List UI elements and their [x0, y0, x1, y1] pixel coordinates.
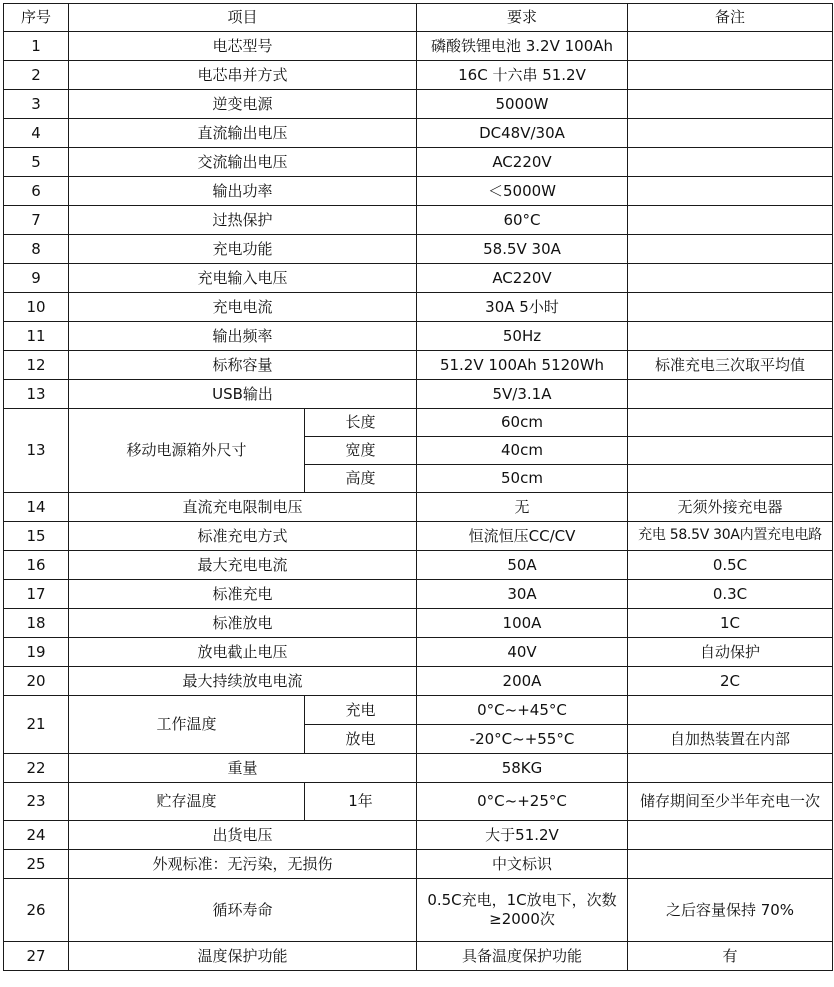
seq-cell: 1	[4, 32, 69, 61]
seq-cell: 11	[4, 322, 69, 351]
seq-cell: 2	[4, 61, 69, 90]
note-cell	[628, 409, 833, 437]
requirement-cell: 0°C~+45°C	[417, 696, 628, 725]
item-cell: 充电电流	[69, 293, 417, 322]
requirement-cell: 60°C	[417, 206, 628, 235]
table-row	[4, 322, 833, 351]
table-row	[4, 293, 833, 322]
item-cell: 移动电源箱外尺寸	[69, 409, 305, 493]
requirement-cell: 16C 十六串 51.2V	[417, 61, 628, 90]
item-cell: 过热保护	[69, 206, 417, 235]
table-row	[4, 942, 833, 971]
item-cell: 工作温度	[69, 696, 305, 754]
requirement-cell: ＜5000W	[417, 177, 628, 206]
table-row	[4, 351, 833, 380]
note-cell	[628, 322, 833, 351]
requirement-cell: 30A	[417, 580, 628, 609]
note-cell: 1C	[628, 609, 833, 638]
seq-cell: 8	[4, 235, 69, 264]
table-row	[4, 61, 833, 90]
requirement-cell: 50cm	[417, 465, 628, 493]
sub-item-cell: 1年	[305, 783, 417, 821]
table-row	[4, 754, 833, 783]
seq-cell: 7	[4, 206, 69, 235]
table-row	[4, 409, 833, 437]
seq-cell: 26	[4, 879, 69, 942]
note-cell: 0.3C	[628, 580, 833, 609]
item-cell: 直流充电限制电压	[69, 493, 417, 522]
table-row	[4, 119, 833, 148]
sub-item-cell: 放电	[305, 725, 417, 754]
item-cell: 标准充电方式	[69, 522, 417, 551]
seq-cell: 20	[4, 667, 69, 696]
requirement-cell: 58.5V 30A	[417, 235, 628, 264]
requirement-cell: 中文标识	[417, 850, 628, 879]
note-cell	[628, 850, 833, 879]
requirement-cell: 200A	[417, 667, 628, 696]
sub-item-cell: 宽度	[305, 437, 417, 465]
note-cell: 储存期间至少半年充电一次	[628, 783, 833, 821]
seq-cell: 13	[4, 409, 69, 493]
note-cell	[628, 235, 833, 264]
requirement-cell: 51.2V 100Ah 5120Wh	[417, 351, 628, 380]
table-header-row	[4, 4, 833, 32]
requirement-cell: 50A	[417, 551, 628, 580]
header-item: 项目	[69, 4, 417, 32]
note-cell	[628, 90, 833, 119]
item-cell: 输出频率	[69, 322, 417, 351]
requirement-cell: 40V	[417, 638, 628, 667]
sub-item-cell: 长度	[305, 409, 417, 437]
requirement-cell: 恒流恒压CC/CV	[417, 522, 628, 551]
requirement-cell: 5V/3.1A	[417, 380, 628, 409]
table-row	[4, 177, 833, 206]
item-cell: 充电功能	[69, 235, 417, 264]
item-cell: 贮存温度	[69, 783, 305, 821]
table-row	[4, 696, 833, 725]
table-row	[4, 821, 833, 850]
note-cell	[628, 465, 833, 493]
sub-item-cell: 高度	[305, 465, 417, 493]
header-req: 要求	[417, 4, 628, 32]
table-row	[4, 32, 833, 61]
requirement-cell: 30A 5小时	[417, 293, 628, 322]
table-row	[4, 783, 833, 821]
seq-cell: 5	[4, 148, 69, 177]
table-row	[4, 879, 833, 942]
table-row	[4, 380, 833, 409]
table-row	[4, 667, 833, 696]
table-row	[4, 609, 833, 638]
item-cell: 标准放电	[69, 609, 417, 638]
table-row	[4, 493, 833, 522]
seq-cell: 9	[4, 264, 69, 293]
note-cell	[628, 119, 833, 148]
requirement-cell: 具备温度保护功能	[417, 942, 628, 971]
note-cell	[628, 696, 833, 725]
item-cell: 标称容量	[69, 351, 417, 380]
item-cell: 直流输出电压	[69, 119, 417, 148]
requirement-cell: 60cm	[417, 409, 628, 437]
item-cell: 外观标准：无污染，无损伤	[69, 850, 417, 879]
requirement-cell: 40cm	[417, 437, 628, 465]
seq-cell: 16	[4, 551, 69, 580]
item-cell: 最大持续放电电流	[69, 667, 417, 696]
note-cell: 标准充电三次取平均值	[628, 351, 833, 380]
requirement-cell: 大于51.2V	[417, 821, 628, 850]
requirement-cell: AC220V	[417, 264, 628, 293]
requirement-cell: 0.5C充电，1C放电下，次数≥2000次	[417, 879, 628, 942]
seq-cell: 10	[4, 293, 69, 322]
requirement-cell: DC48V/30A	[417, 119, 628, 148]
item-cell: 输出功率	[69, 177, 417, 206]
seq-cell: 25	[4, 850, 69, 879]
table-row	[4, 522, 833, 551]
note-cell	[628, 32, 833, 61]
requirement-cell: 50Hz	[417, 322, 628, 351]
item-cell: 电芯型号	[69, 32, 417, 61]
item-cell: 交流输出电压	[69, 148, 417, 177]
note-cell	[628, 380, 833, 409]
item-cell: 电芯串并方式	[69, 61, 417, 90]
note-cell: 之后容量保持 70%	[628, 879, 833, 942]
seq-cell: 27	[4, 942, 69, 971]
requirement-cell: 0°C~+25°C	[417, 783, 628, 821]
item-cell: 充电输入电压	[69, 264, 417, 293]
item-cell: 标准充电	[69, 580, 417, 609]
table-row	[4, 148, 833, 177]
note-cell: 2C	[628, 667, 833, 696]
seq-cell: 13	[4, 380, 69, 409]
table-row	[4, 850, 833, 879]
item-cell: 放电截止电压	[69, 638, 417, 667]
table-row	[4, 235, 833, 264]
note-cell: 自动保护	[628, 638, 833, 667]
item-cell: 重量	[69, 754, 417, 783]
item-cell: 循环寿命	[69, 879, 417, 942]
seq-cell: 17	[4, 580, 69, 609]
requirement-cell: 58KG	[417, 754, 628, 783]
table-row	[4, 580, 833, 609]
seq-cell: 12	[4, 351, 69, 380]
note-cell	[628, 148, 833, 177]
note-cell	[628, 206, 833, 235]
requirement-cell: 5000W	[417, 90, 628, 119]
requirement-cell: 100A	[417, 609, 628, 638]
item-cell: 逆变电源	[69, 90, 417, 119]
table-row	[4, 551, 833, 580]
spec-table	[3, 3, 833, 971]
seq-cell: 15	[4, 522, 69, 551]
seq-cell: 22	[4, 754, 69, 783]
header-note: 备注	[628, 4, 833, 32]
requirement-cell: -20°C~+55°C	[417, 725, 628, 754]
seq-cell: 4	[4, 119, 69, 148]
seq-cell: 19	[4, 638, 69, 667]
note-cell	[628, 264, 833, 293]
table-row	[4, 264, 833, 293]
table-row	[4, 90, 833, 119]
seq-cell: 18	[4, 609, 69, 638]
item-cell: 温度保护功能	[69, 942, 417, 971]
note-cell	[628, 177, 833, 206]
requirement-cell: 磷酸铁锂电池 3.2V 100Ah	[417, 32, 628, 61]
item-cell: 最大充电电流	[69, 551, 417, 580]
note-cell	[628, 821, 833, 850]
note-cell: 0.5C	[628, 551, 833, 580]
sub-item-cell: 充电	[305, 696, 417, 725]
note-cell: 有	[628, 942, 833, 971]
header-seq: 序号	[4, 4, 69, 32]
seq-cell: 21	[4, 696, 69, 754]
seq-cell: 14	[4, 493, 69, 522]
seq-cell: 6	[4, 177, 69, 206]
note-cell	[628, 754, 833, 783]
table-row	[4, 206, 833, 235]
note-cell: 自加热装置在内部	[628, 725, 833, 754]
requirement-cell: AC220V	[417, 148, 628, 177]
item-cell: 出货电压	[69, 821, 417, 850]
note-cell	[628, 61, 833, 90]
note-cell: 无须外接充电器	[628, 493, 833, 522]
table-row	[4, 638, 833, 667]
item-cell: USB输出	[69, 380, 417, 409]
requirement-cell: 无	[417, 493, 628, 522]
note-cell: 充电 58.5V 30A内置充电电路	[628, 522, 833, 551]
seq-cell: 3	[4, 90, 69, 119]
seq-cell: 23	[4, 783, 69, 821]
seq-cell: 24	[4, 821, 69, 850]
note-cell	[628, 437, 833, 465]
note-cell	[628, 293, 833, 322]
